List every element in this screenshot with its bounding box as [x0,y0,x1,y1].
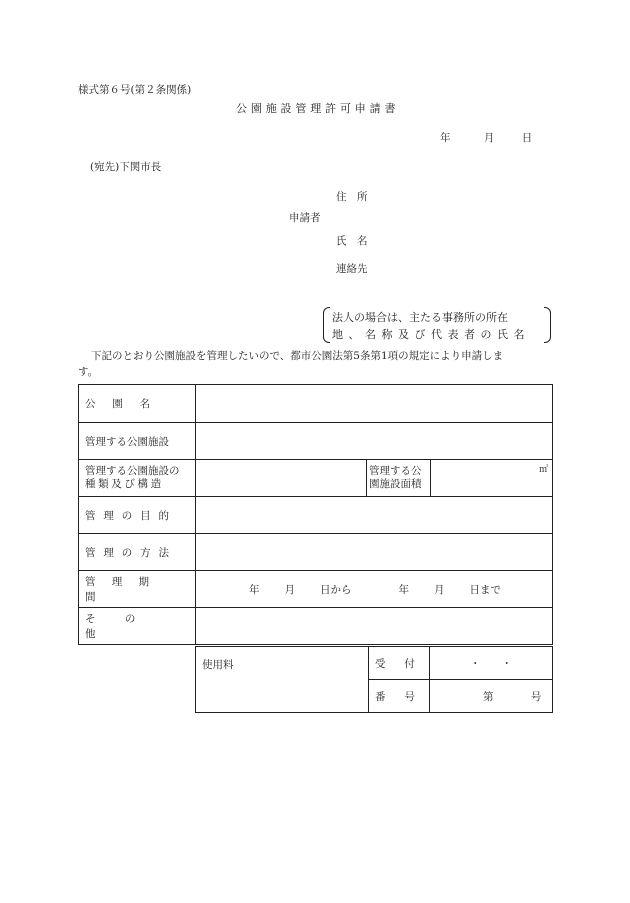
statement-line1: 下記のとおり公園施設を管理したいので、都市公園法第5条第1項の規定により申請しま [91,350,504,362]
applicant-label: 申請者 [289,212,321,224]
method-field[interactable] [196,534,553,571]
area-field[interactable] [431,460,553,497]
received-field[interactable] [430,647,553,680]
left-bracket [323,307,330,343]
type-structure-field[interactable] [196,460,367,497]
area-label [367,460,431,497]
number-label: 番 号 [369,680,430,713]
purpose-field[interactable] [196,497,553,534]
facility-field[interactable] [196,423,553,460]
area-label-line2: 園施設面積 [369,478,422,490]
period-label: 管理期間 [79,571,196,608]
received-label: 受 付 [369,647,430,680]
number-field[interactable] [430,680,553,713]
method-label: 管理の方法 [79,534,196,571]
right-bracket [544,307,551,343]
date-year: 年 [440,132,451,144]
period-start-day: 日から [320,583,352,596]
purpose-label: 管理の目的 [79,497,196,534]
corporate-note-line2: 地、名称及び代表者の氏名 [332,328,530,341]
period-start-year: 年 [249,583,260,596]
statement-line2: す。 [78,366,99,378]
number-go: 号 [530,690,542,703]
type-label-line2: 種類及び構造 [85,478,164,490]
received-dots: ・ ・ [470,657,512,670]
period-end-day: 日まで [469,583,501,596]
addressee: (宛先)下関市長 [90,161,162,173]
period-start-month: 月 [284,583,295,596]
fee-label: 使用料 [196,647,369,713]
fee-table [195,646,553,713]
page-title: 公園施設管理許可申請書 [236,102,400,115]
facility-label: 管理する公園施設 [79,423,196,460]
date-month: 月 [483,132,495,144]
other-label: その他 [79,608,196,645]
corporate-note-line1: 法人の場合は、主たる事務所の所在 [332,311,508,324]
form-number: 様式第６号(第２条関係) [78,84,192,96]
address-label: 住 所 [336,191,368,203]
contact-label: 連絡先 [336,263,368,275]
park-name-field[interactable] [196,385,553,423]
type-label-line1: 管理する公園施設の [85,465,180,477]
type-structure-label [79,460,196,497]
number-dai: 第 [483,690,494,703]
period-field[interactable] [196,571,553,608]
corporate-note [323,307,551,343]
other-field[interactable] [196,608,553,645]
period-text [202,582,546,597]
period-end-year: 年 [398,583,409,596]
name-label: 氏 名 [336,235,368,247]
area-unit: ㎡ [539,465,549,475]
period-end-month: 月 [434,583,445,596]
date-line [440,130,532,145]
park-name-label: 公園名 [79,385,196,423]
area-label-line1: 管理する公 [369,465,422,477]
application-table [78,384,553,645]
date-day: 日 [521,132,533,144]
